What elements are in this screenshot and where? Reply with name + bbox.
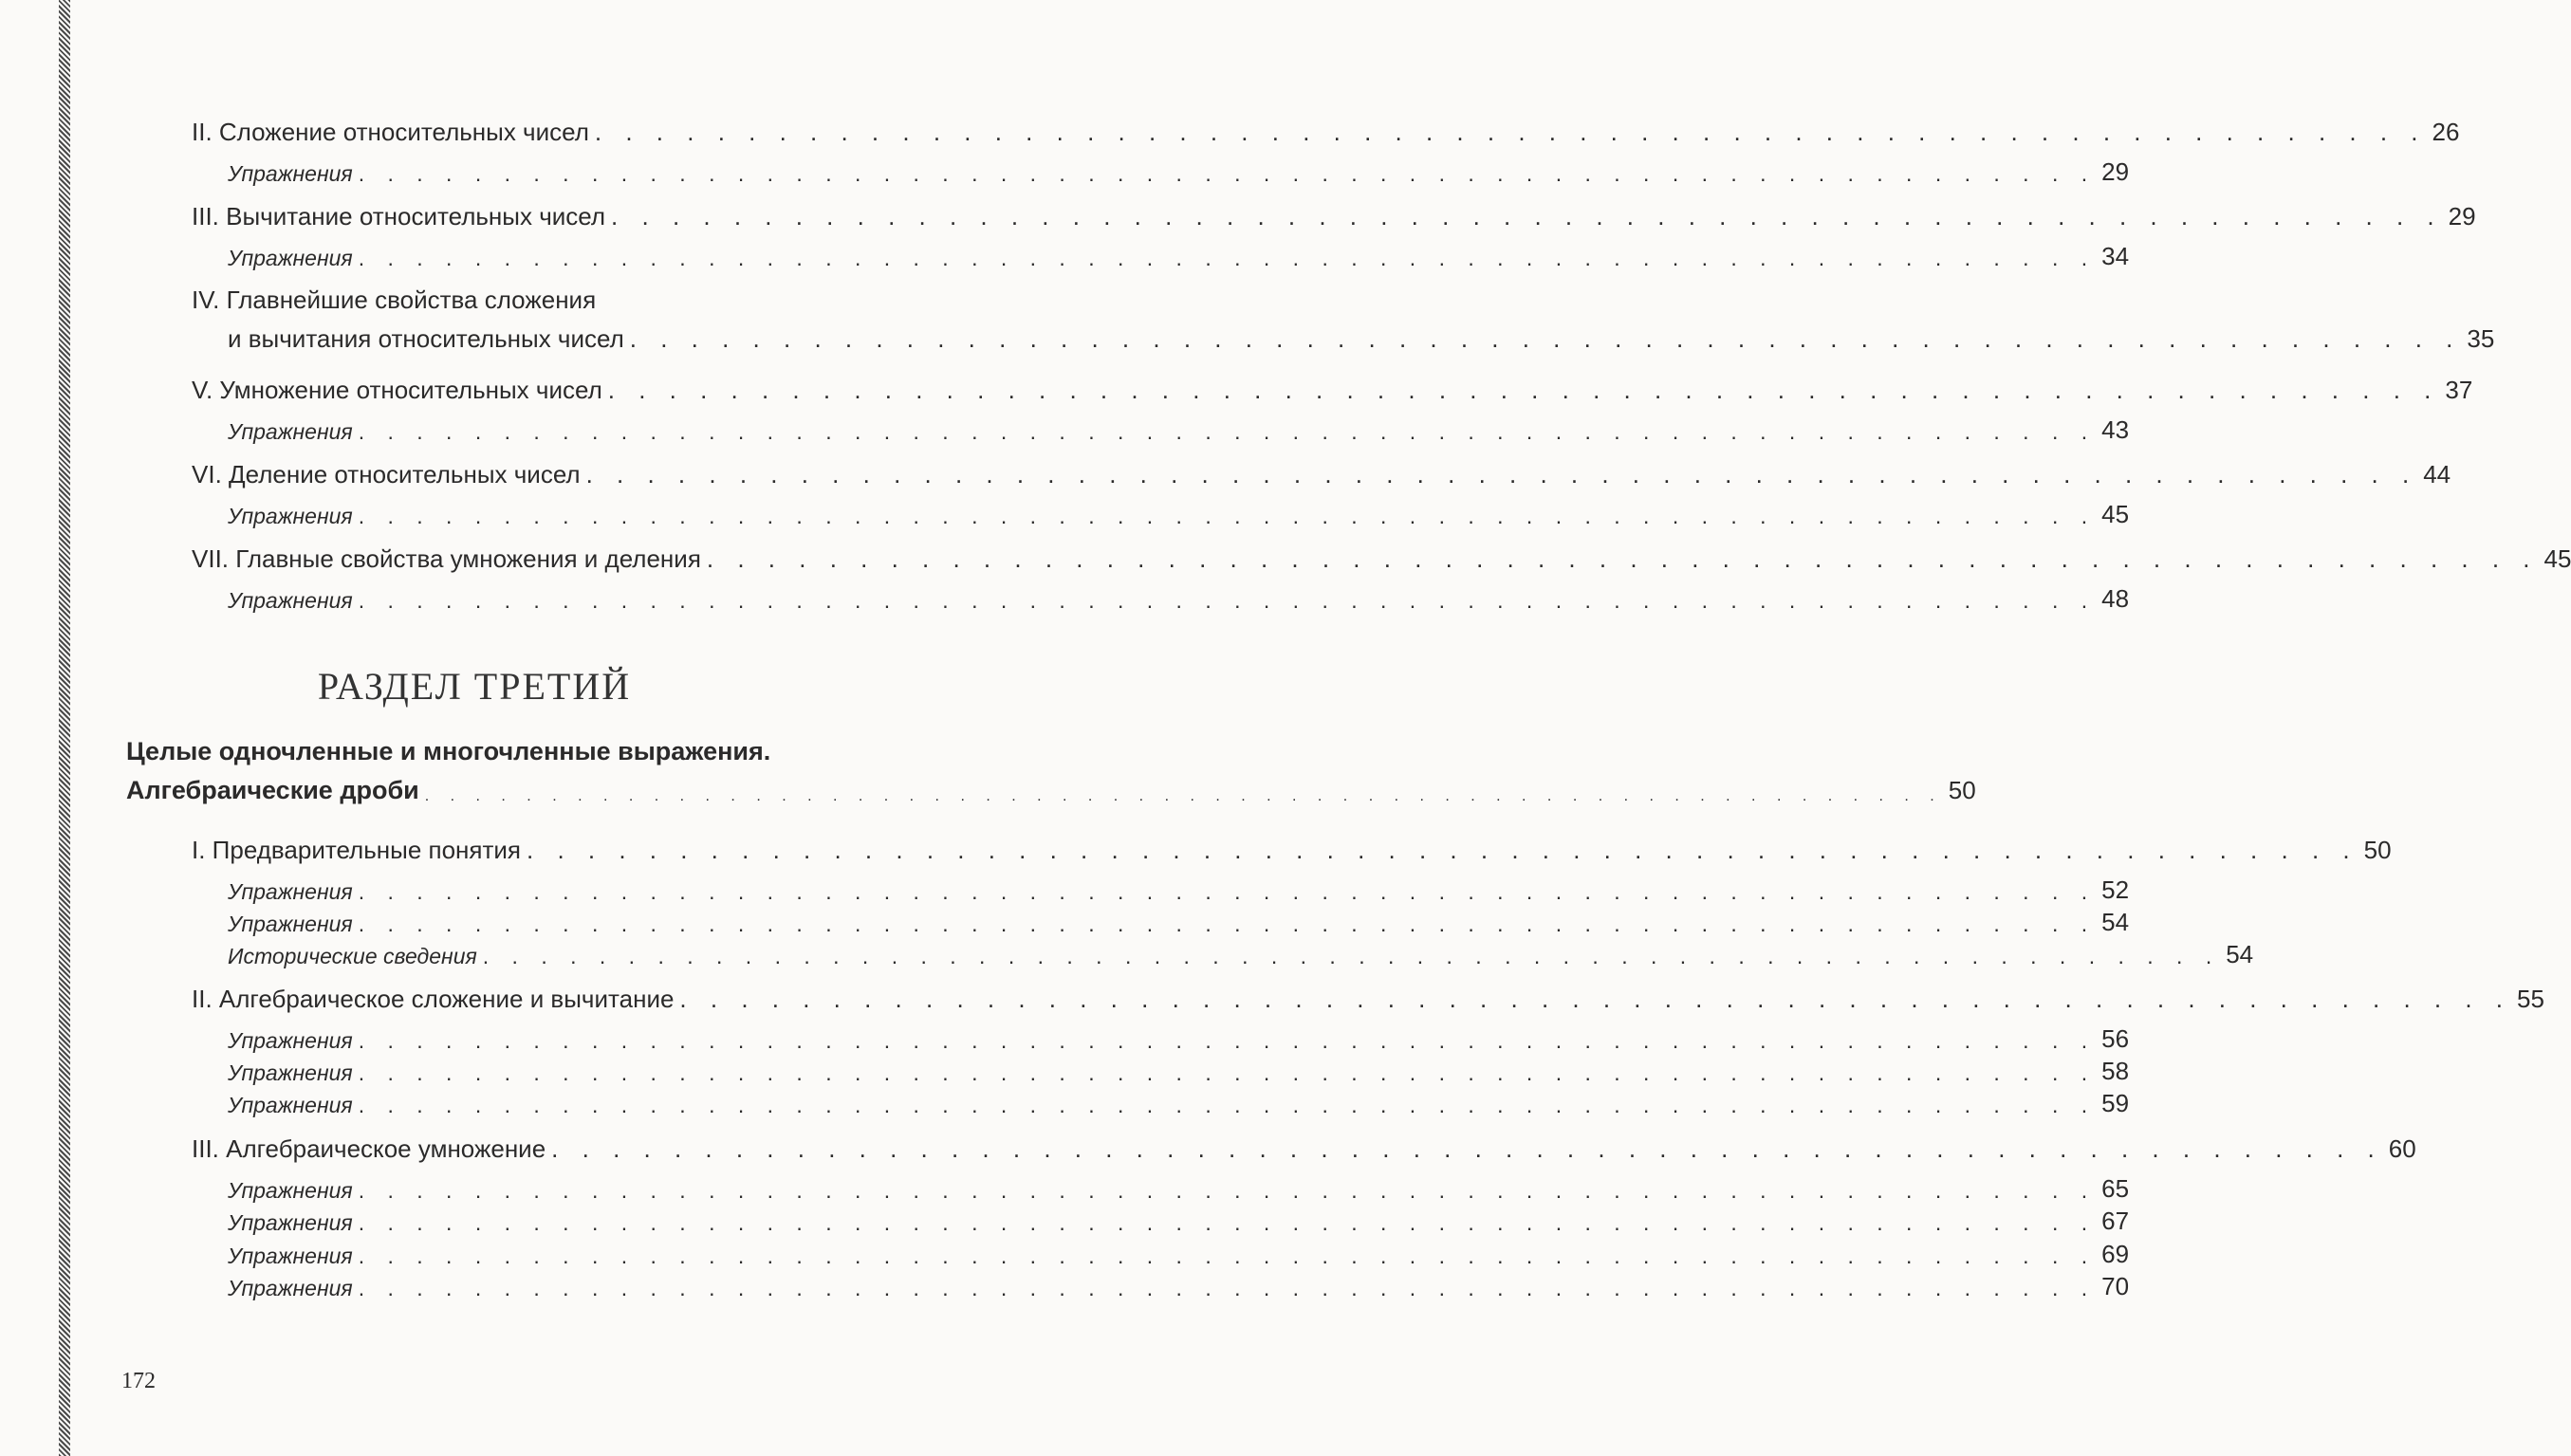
dot-leader: . . . . . . . . . . . . . . . . . . . . . . . . . . . . . . . . . . . . . . . . . . . . . . . . . . . . . . . . . . . . <box>358 504 2097 528</box>
toc-entry[interactable] <box>0 413 2130 445</box>
toc-entry-page: 60 <box>2388 1134 2416 1163</box>
toc-entry-page: 45 <box>2101 500 2130 528</box>
toc-entry[interactable] <box>0 1086 2130 1118</box>
toc-entry-page: 54 <box>2226 940 2254 968</box>
toc-entry-page: 45 <box>2543 544 2571 573</box>
dot-leader: . . . . . . . . . . . . . . . . . . . . . . . . . . . . . . . . . . . . . . . . . . . . . . . . . . . . . . . . . . . . <box>358 1060 2097 1085</box>
toc-entry[interactable] <box>0 581 2130 614</box>
toc-entry-page: 50 <box>1948 776 1976 804</box>
toc-entry[interactable] <box>0 937 2254 969</box>
toc-entry-page: 54 <box>2101 908 2130 936</box>
dot-leader: . . . . . . . . . . . . . . . . . . . . . . . . . . . . . . . . . . . . . . . . . . . . . . . . . . . . . . . . . . . . <box>358 912 2097 936</box>
toc-entry-title: Исторические сведения <box>228 944 477 968</box>
toc-entry[interactable] <box>0 542 2571 574</box>
dot-leader: . . . . . . . . . . . . . . . . . . . . . . . . . . . . . . . . . . . . . . . . . . . . . . . . . . . . . . . . . . . . <box>358 879 2097 904</box>
section-heading: РАЗДЕЛ ТРЕТИЙ <box>317 665 632 708</box>
toc-entry-page: 35 <box>2467 324 2495 353</box>
toc-entry-title: VII. Главные свойства умножения и деления <box>192 544 701 573</box>
toc-entry-title: Упражнения <box>228 1178 353 1203</box>
toc-entry-page: 55 <box>2517 985 2544 1013</box>
toc-entry-title: Упражнения <box>228 879 353 904</box>
toc-entry-title: Упражнения <box>228 246 353 270</box>
dot-leader: . . . . . . . . . . . . . . . . . . . . . . . . . . . . . . . . . . . . . . . . . . . . . . . . . . . . . . . . . . . . <box>358 1178 2097 1203</box>
toc-entry-page: 26 <box>2432 118 2460 146</box>
toc-entry-page: 44 <box>2423 460 2451 488</box>
toc-entry-page: 43 <box>2101 415 2130 444</box>
toc-entry-page: 58 <box>2101 1057 2130 1085</box>
toc-entry[interactable] <box>0 115 2460 147</box>
toc-entry[interactable] <box>0 199 2476 231</box>
dot-leader: . . . . . . . . . . . . . . . . . . . . . . . . . . . . . . . . . . . . . . . . . . . . . . . . . . . . . . . . . . . . <box>358 246 2097 270</box>
toc-entry[interactable] <box>0 982 2544 1014</box>
toc-entry[interactable] <box>0 373 2473 405</box>
dot-leader: . . . . . . . . . . . . . . . . . . . . . . . . . . . . . . . . . . . . . . . . . . . . . . . . . . . . . . . . . . . . <box>358 1093 2097 1117</box>
toc-entry[interactable] <box>0 322 2495 354</box>
toc-entry-page: 70 <box>2101 1272 2130 1300</box>
dot-leader: . . . . . . . . . . . . . . . . . . . . . . . . . . . . . . . . . . . . . . . . . . . . . . . . . . . . . . . . . . . . <box>706 544 2539 573</box>
toc-entry-title: Упражнения <box>228 1276 353 1300</box>
toc-entry-title: II. Алгебраическое сложение и вычитание <box>192 985 675 1013</box>
toc-entry[interactable] <box>0 1022 2130 1054</box>
toc-entry-title: Упражнения <box>228 1060 353 1085</box>
dot-leader: . . . . . . . . . . . . . . . . . . . . . . . . . . . . . . . . . . . . . . . . . . . . . . . . . . . . . . . . . . . . <box>358 161 2097 186</box>
toc-entry[interactable] <box>0 1204 2130 1236</box>
toc-entry[interactable] <box>0 1269 2130 1301</box>
toc-entry-page: 69 <box>2101 1240 2130 1268</box>
toc-entry-page: 67 <box>2101 1207 2130 1235</box>
toc-entry-title: Упражнения <box>228 419 353 444</box>
dot-leader: . . . . . . . . . . . . . . . . . . . . . . . . . . . . . . . . . . . . . . . . . . . . . . . . . . . . . . . . . . . . <box>679 985 2512 1013</box>
dot-leader: . . . . . . . . . . . . . . . . . . . . . . . . . . . . . . . . . . . . . . . . . . . . . . . . . . . . . . . . . . . . <box>482 944 2221 968</box>
page-number: 172 <box>121 1369 156 1393</box>
toc-entry-title: V. Умножение относительных чисел <box>192 376 602 404</box>
toc-entry-title: и вычитания относительных чисел <box>228 324 624 353</box>
toc-entry-title: III. Алгебраическое умножение <box>192 1134 546 1163</box>
toc-entry-page: 50 <box>2363 836 2392 864</box>
toc-entry[interactable] <box>0 833 2392 865</box>
dot-leader: . . . . . . . . . . . . . . . . . . . . . . . . . . . . . . . . . . . . . . . . . . . . . . . . . . . . . . . . . . . . <box>551 1134 2383 1163</box>
toc-entry-title: Упражнения <box>228 912 353 936</box>
toc-entry[interactable] <box>0 1237 2130 1269</box>
toc-entry-title: Упражнения <box>228 504 353 528</box>
toc-entry-title-line1: IV. Главнейшие свойства сложения <box>192 286 597 314</box>
toc-entry-title: Упражнения <box>228 588 353 613</box>
toc-entry[interactable] <box>0 155 2130 187</box>
dot-leader: . . . . . . . . . . . . . . . . . . . . . . . . . . . . . . . . . . . . . . . . . . . . . . . . . . . . . . . . . . . . <box>527 836 2358 864</box>
toc-entry[interactable] <box>0 239 2130 271</box>
toc-entry-title: Упражнения <box>228 1210 353 1235</box>
section-title-entry[interactable] <box>0 773 1976 805</box>
dot-leader: . . . . . . . . . . . . . . . . . . . . . . . . . . . . . . . . . . . . . . . . . . . . . . . . . . . . . . . . . . . . <box>358 1244 2097 1268</box>
toc-entry-title: I. Предварительные понятия <box>192 836 521 864</box>
dot-leader: . . . . . . . . . . . . . . . . . . . . . . . . . . . . . . . . . . . . . . . . . . . . . . . . . . . . . . . . . . . . <box>358 1276 2097 1300</box>
toc-entry[interactable] <box>0 1132 2416 1164</box>
toc-entry[interactable] <box>0 1054 2130 1086</box>
toc-entry-page: 37 <box>2445 376 2473 404</box>
dot-leader: . . . . . . . . . . . . . . . . . . . . . . . . . . . . . . . . . . . . . . . . . . . . . . . . . . . . . . . . . . . . <box>358 419 2097 444</box>
toc-entry-title: Упражнения <box>228 161 353 186</box>
section-title-line2: Алгебраические дроби <box>126 776 419 804</box>
dot-leader: . . . . . . . . . . . . . . . . . . . . . . . . . . . . . . . . . . . . . . . . . . . . . . . . . . . . . . . . . . . . <box>424 788 1943 804</box>
toc-entry-title: Упражнения <box>228 1028 353 1053</box>
dot-leader: . . . . . . . . . . . . . . . . . . . . . . . . . . . . . . . . . . . . . . . . . . . . . . . . . . . . . . . . . . . . <box>358 1028 2097 1053</box>
toc-entry-title: Упражнения <box>228 1244 353 1268</box>
section-title-line1: Целые одночленные и многочленные выражения. <box>126 737 771 765</box>
dot-leader: . . . . . . . . . . . . . . . . . . . . . . . . . . . . . . . . . . . . . . . . . . . . . . . . . . . . . . . . . . . . <box>594 118 2427 146</box>
dot-leader: . . . . . . . . . . . . . . . . . . . . . . . . . . . . . . . . . . . . . . . . . . . . . . . . . . . . . . . . . . . . <box>585 460 2418 488</box>
toc-entry-title: Упражнения <box>228 1093 353 1117</box>
dot-leader: . . . . . . . . . . . . . . . . . . . . . . . . . . . . . . . . . . . . . . . . . . . . . . . . . . . . . . . . . . . . <box>629 324 2462 353</box>
toc-entry-page: 59 <box>2101 1089 2130 1117</box>
toc-entry-title: III. Вычитание относительных чисел <box>192 202 606 230</box>
toc-entry-page: 34 <box>2101 242 2130 270</box>
toc-entry[interactable] <box>0 873 2130 905</box>
toc-entry[interactable] <box>0 497 2130 529</box>
toc-entry-page: 29 <box>2101 157 2130 186</box>
dot-leader: . . . . . . . . . . . . . . . . . . . . . . . . . . . . . . . . . . . . . . . . . . . . . . . . . . . . . . . . . . . . <box>611 202 2443 230</box>
toc-entry-title: VI. Деление относительных чисел <box>192 460 581 488</box>
dot-leader: . . . . . . . . . . . . . . . . . . . . . . . . . . . . . . . . . . . . . . . . . . . . . . . . . . . . . . . . . . . . <box>607 376 2440 404</box>
toc-entry[interactable] <box>0 1171 2130 1204</box>
dot-leader: . . . . . . . . . . . . . . . . . . . . . . . . . . . . . . . . . . . . . . . . . . . . . . . . . . . . . . . . . . . . <box>358 588 2097 613</box>
toc-entry-page: 56 <box>2101 1024 2130 1053</box>
toc-entry[interactable] <box>0 905 2130 937</box>
toc-entry-page: 52 <box>2101 875 2130 904</box>
toc-entry-page: 65 <box>2101 1174 2130 1203</box>
dot-leader: . . . . . . . . . . . . . . . . . . . . . . . . . . . . . . . . . . . . . . . . . . . . . . . . . . . . . . . . . . . . <box>358 1210 2097 1235</box>
toc-entry-page: 48 <box>2101 584 2130 613</box>
toc-entry-title: II. Сложение относительных чисел <box>192 118 589 146</box>
toc-entry-page: 29 <box>2448 202 2476 230</box>
toc-entry[interactable] <box>0 457 2451 489</box>
